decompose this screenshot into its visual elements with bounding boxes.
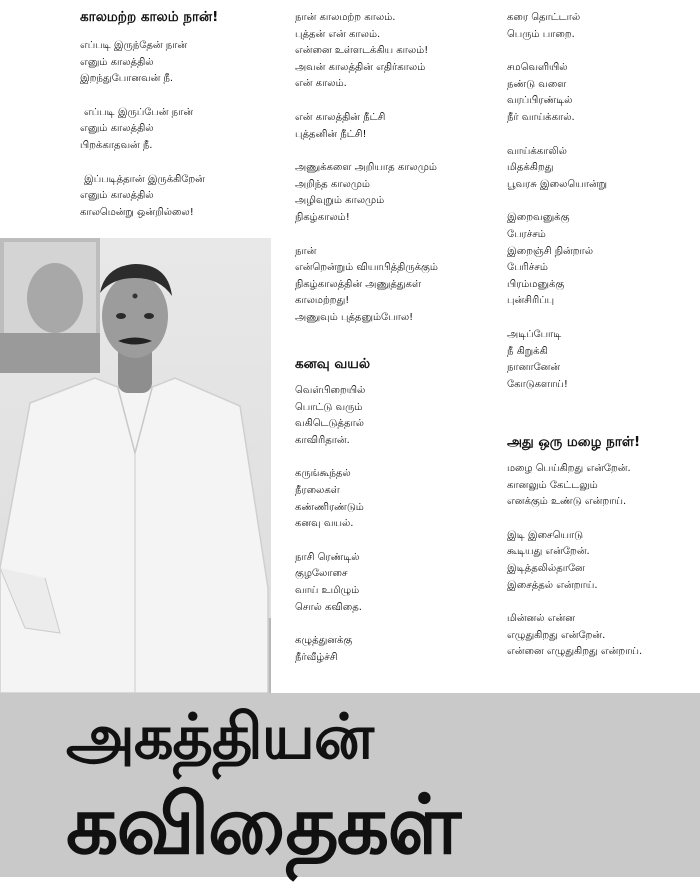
banner-author-name: அகத்தியன் — [66, 700, 374, 773]
poem-line: குழலோசை — [295, 568, 348, 580]
author-photo — [0, 238, 271, 693]
poem-line: மிதக்கிறது — [507, 162, 554, 174]
poem-line: அணுக்களை அறியாத காலமும் — [295, 162, 437, 174]
poem-line: கண்ணிரண்டும் — [295, 501, 364, 513]
poem-line: பிறக்காதவன் நீ. — [80, 139, 153, 151]
poem-line: நீர் வாய்க்கால். — [507, 111, 575, 123]
poem-line: எனும் காலத்தில் — [80, 190, 154, 202]
poem-line: கூடியது என்றேன். — [507, 546, 590, 558]
poem-line: நீர்வீழ்ச்சி — [295, 651, 338, 663]
poem-line: கோடுகளாய்! — [507, 378, 568, 390]
poem-line: பிரம்மனுக்கு — [507, 278, 565, 290]
poem-line: சொல் கவிதை. — [295, 601, 362, 613]
poem-line: என்றென்றும் வியாபித்திருக்கும் — [295, 262, 438, 274]
poem-line: காலமற்றது! — [295, 295, 350, 307]
poem-line: வாய் உமிழும் — [295, 584, 360, 596]
poem-line: நான் காலமற்ற காலம். — [295, 12, 396, 23]
poem-line: அறிந்த காலமும் — [295, 178, 370, 190]
poem-line: புத்தனின் நீட்சி! — [295, 128, 367, 140]
poem-mazhai-naal — [507, 433, 697, 661]
poem-line: இறைவனுக்கு — [507, 212, 570, 224]
poem-line: கானலும் கேட்டலும் — [507, 479, 598, 491]
poem-line: சமவெளியில் — [507, 62, 568, 74]
poem-line: வாய்க்காலில் — [507, 145, 567, 157]
poem-line: நிகழ்காலத்தின் அணுத்துகள் — [295, 278, 421, 290]
poem-line: மழை பெய்கிறது என்றேன். — [507, 463, 631, 474]
poem-line: பெரும் பாறை. — [507, 28, 575, 40]
poem-line: நீரலைகள் — [295, 484, 340, 496]
poem-line: கரை தொட்டால் — [507, 12, 581, 23]
poem-line: இறைஞ்சி நின்றால் — [507, 245, 594, 257]
poem-line: எனும் காலத்தில் — [80, 123, 154, 135]
poem-line: இறந்துபோனவன் நீ. — [80, 73, 174, 85]
author-portrait-illustration — [0, 238, 271, 693]
poem-title: அது ஒரு மழை நாள்! — [507, 434, 641, 450]
poem-line: கழுத்துனக்கு — [295, 635, 353, 647]
poem-line: புன்சிரிப்பு — [507, 295, 555, 307]
poem-line: அடிப்போடி — [507, 328, 562, 340]
poem-line: நிகழ்காலம்! — [295, 211, 350, 223]
poem-line: நீ கிறுக்கி — [507, 345, 548, 357]
poem-line: எனக்கும் உண்டு என்றாய். — [507, 496, 627, 508]
poem-line: வெள்பிறையில் — [295, 385, 366, 396]
poem-line: என்னை உள்ளடக்கிய காலம்! — [295, 45, 429, 57]
poem-kanavu-vayal — [295, 355, 495, 666]
poem-line: அணுவும் புத்தனும்போல! — [295, 311, 414, 323]
banner-title: கவிதைகள் — [66, 778, 460, 873]
poem-line: அழிவுறும் காலமும் — [295, 195, 385, 207]
poem-line: கருங்கூந்தல் — [295, 468, 351, 480]
poem-line: அவன் காலத்தின் எதிர்காலம் — [295, 61, 426, 73]
poem-title: காலமற்ற காலம் நான்! — [80, 9, 219, 25]
poem-line: நானானேன் — [507, 362, 561, 374]
poem-kalamatra-continued — [295, 10, 495, 327]
poem-line: காலமென்று ஒன்றில்லை! — [80, 206, 194, 218]
poem-line: மின்னல் என்ன — [507, 613, 575, 625]
poem-line: வகிடெடுத்தால் — [295, 418, 364, 430]
poem-line: இப்படித்தான் இருக்கிறேன் — [84, 173, 205, 185]
poem-line: பேரிச்சம் — [507, 262, 548, 274]
poem-line: வரப்பிரண்டில் — [507, 95, 573, 107]
poem-line: காவிரிதான். — [295, 434, 350, 446]
poem-line: இடி இசையொடு — [507, 529, 584, 541]
poem-kanavu-vayal-continued — [507, 10, 697, 393]
poem-line: புத்தன் என் காலம். — [295, 28, 381, 40]
poem-line: என் காலத்தின் நீட்சி — [295, 111, 386, 123]
poem-line: என்னை எழுதுகிறது என்றாய். — [507, 646, 643, 658]
poem-line: பொட்டு வரும் — [295, 401, 363, 413]
poem-line: என் காலம். — [295, 78, 347, 90]
poem-line: கனவு வயல். — [295, 518, 354, 530]
poem-line: எப்படி இருப்பேன் நான் — [84, 106, 194, 118]
poem-line: எழுதுகிறது என்றேன். — [507, 629, 606, 641]
poem-kalamatra — [80, 8, 270, 221]
poem-line: நண்டு வளை — [507, 78, 567, 90]
poem-title: கனவு வயல் — [295, 356, 371, 372]
poem-line: பேரச்சம் — [507, 228, 546, 240]
poem-line: எப்படி இருந்தேன் நான் — [80, 40, 188, 51]
poem-line: இசைத்தல் என்றாய். — [507, 579, 598, 591]
poem-line: எனும் காலத்தில் — [80, 56, 154, 68]
poem-line: நாசி ரெண்டில் — [295, 551, 360, 563]
poem-line: இடித்தலில்தானே — [507, 562, 585, 574]
poem-line: நான் — [295, 245, 317, 257]
poem-line: பூவரசு இலையொன்று — [507, 178, 608, 190]
